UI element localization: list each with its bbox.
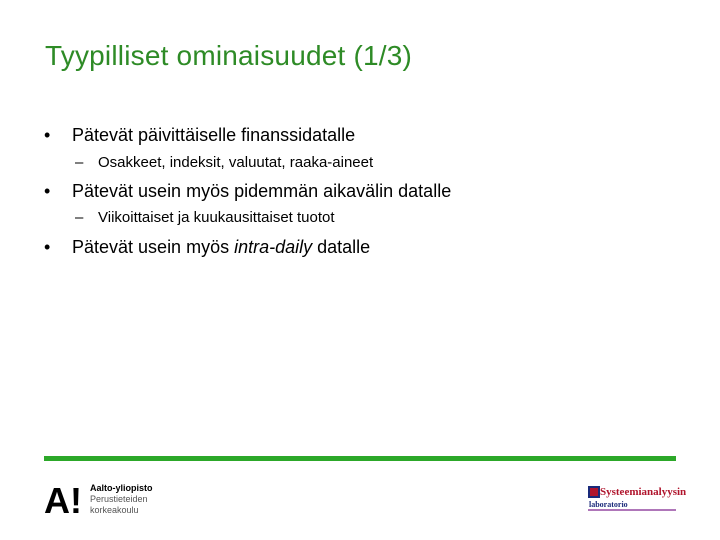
aalto-logo-mark: A!: [44, 482, 82, 516]
bullet-text-after: datalle: [312, 237, 371, 257]
sub-bullet-text: Osakkeet, indeksit, valuutat, raaka-aineet: [98, 154, 374, 171]
aalto-line-3: korkeakoulu: [90, 505, 139, 515]
aalto-line-2: Perustieteiden: [90, 494, 148, 504]
footer-divider: [44, 456, 676, 461]
sub-bullet-symbol: –: [75, 209, 84, 226]
bullet-symbol: •: [44, 181, 51, 201]
bullet-symbol: •: [44, 125, 51, 145]
bullet-text: Pätevät päivittäiselle finanssidatalle: [72, 125, 356, 145]
bullet-text: [72, 237, 370, 258]
bullet-text-italic: intra-daily: [234, 237, 313, 257]
aalto-logo-icon: [44, 482, 90, 516]
sub-bullet-text: Viikoittaiset ja kuukausittaiset tuotot: [98, 209, 335, 226]
sub-bullet-symbol: –: [75, 154, 84, 171]
bullet-text-before: Pätevät usein myös: [72, 237, 235, 257]
aalto-university-label: [90, 483, 153, 516]
bullet-text: Pätevät usein myös pidemmän aikavälin datalle: [72, 181, 452, 201]
bullet-symbol: •: [44, 237, 51, 257]
sal-lab-name: Systeemianalyysin: [600, 486, 687, 498]
aalto-line-1: Aalto-yliopisto: [90, 483, 153, 493]
slide-title: Tyypilliset ominaisuudet (1/3): [45, 40, 413, 71]
sal-lab-sub: laboratorio: [589, 500, 628, 509]
